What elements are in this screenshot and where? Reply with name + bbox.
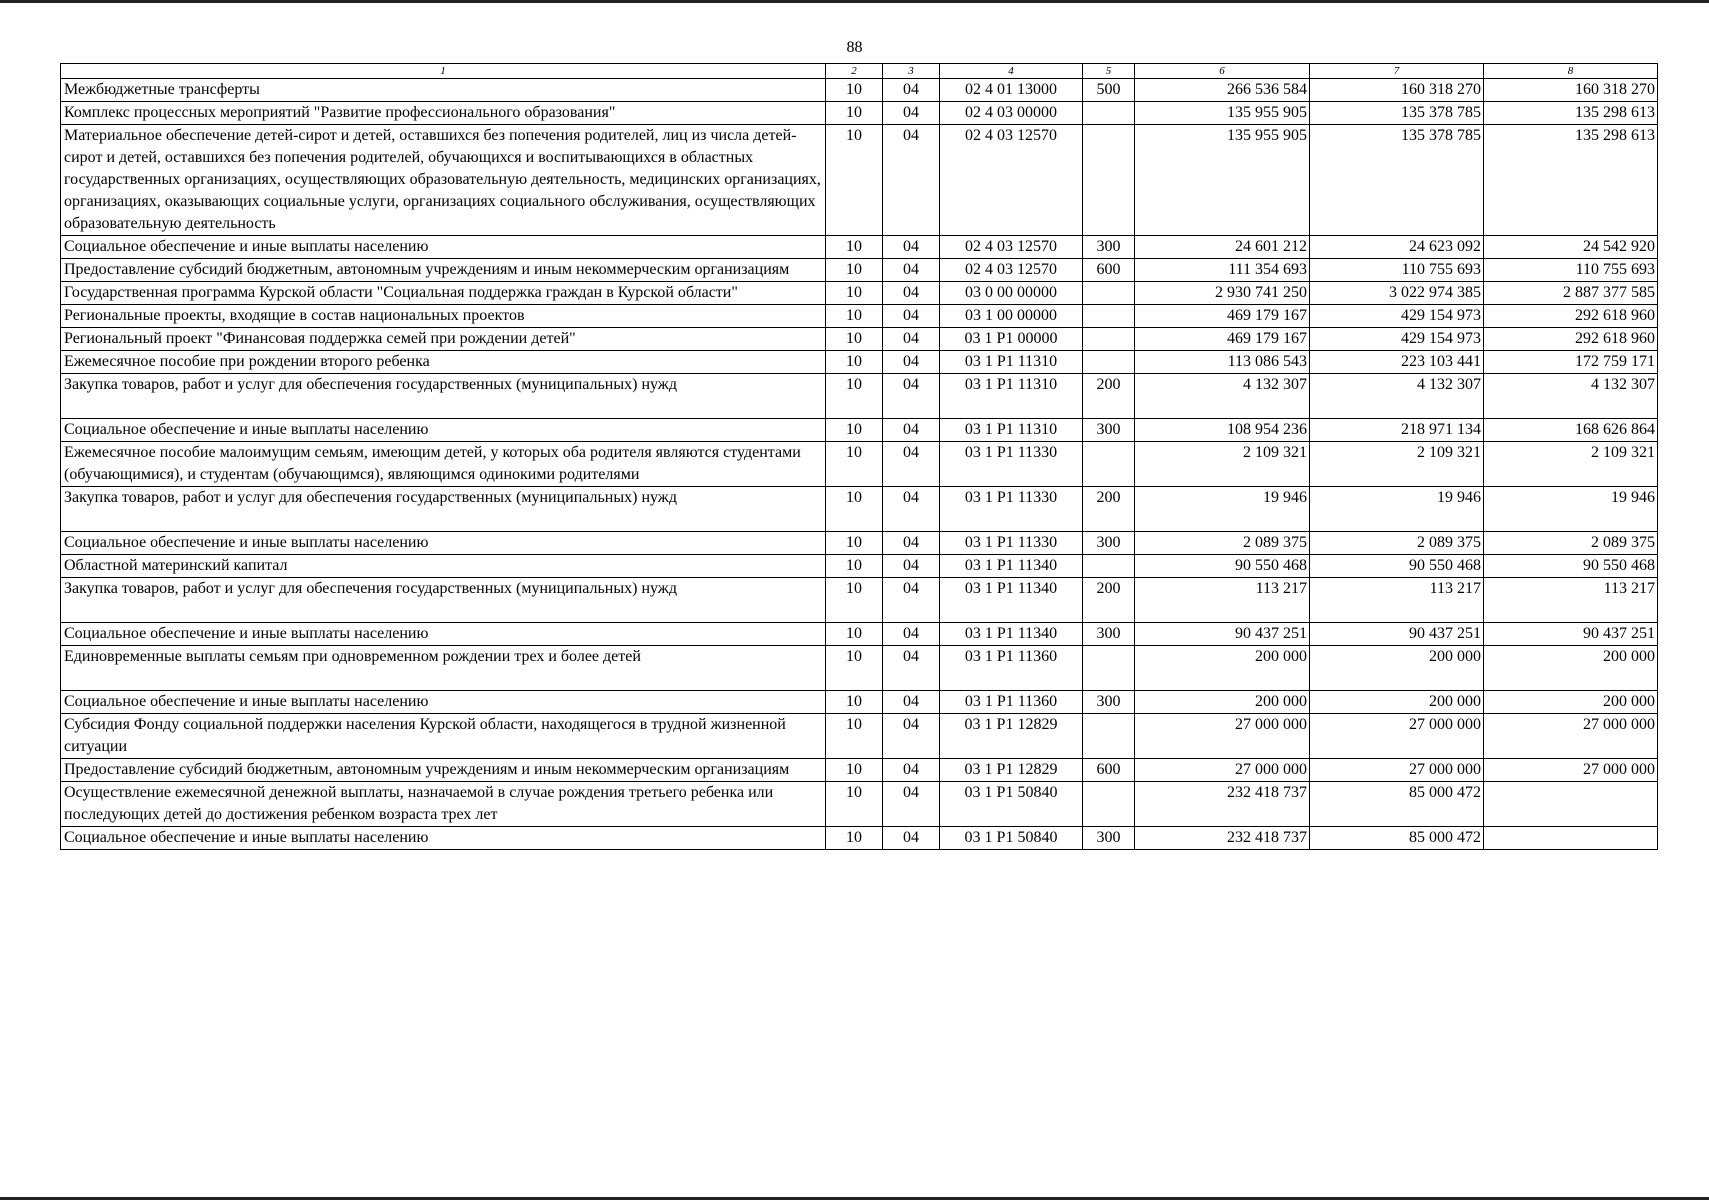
section-cell: 10: [826, 555, 883, 578]
column-number: 5: [1083, 64, 1135, 79]
row-name-cell: Социальное обеспечение и иные выплаты населению: [61, 827, 826, 850]
expense-type-cell: [1083, 305, 1135, 328]
amount-year2-cell: 19 946: [1310, 487, 1484, 532]
amount-year3-cell: 24 542 920: [1484, 236, 1658, 259]
subsection-cell: 04: [883, 351, 940, 374]
amount-year3-cell: 200 000: [1484, 646, 1658, 691]
section-cell: 10: [826, 102, 883, 125]
amount-year2-cell: 4 132 307: [1310, 374, 1484, 419]
table-row: [61, 532, 1658, 555]
target-article-cell: 03 1 P1 11340: [940, 578, 1083, 623]
expense-type-cell: 300: [1083, 623, 1135, 646]
target-article-cell: 02 4 03 12570: [940, 125, 1083, 236]
table-body: [61, 79, 1658, 850]
amount-year3-cell: 19 946: [1484, 487, 1658, 532]
target-article-cell: 03 1 P1 11340: [940, 623, 1083, 646]
subsection-cell: 04: [883, 782, 940, 827]
row-name-cell: Областной материнский капитал: [61, 555, 826, 578]
table-row: [61, 328, 1658, 351]
amount-year1-cell: 24 601 212: [1135, 236, 1310, 259]
target-article-cell: 03 1 P1 00000: [940, 328, 1083, 351]
amount-year1-cell: 113 086 543: [1135, 351, 1310, 374]
row-name-cell: Материальное обеспечение детей-сирот и детей, оставшихся без попечения родителей, лиц из числа детей-сирот и детей, оставшихся без попечения родителей, обучающихся и воспитывающихся в областных государственных организациях, осуществляющих образовательную деятельность, медицинских организациях, организациях, оказывающих социальные услуги, организациях социального обслуживания, осуществляющих образовательную деятельность: [61, 125, 826, 236]
subsection-cell: 04: [883, 79, 940, 102]
target-article-cell: 03 1 P1 50840: [940, 827, 1083, 850]
expense-type-cell: 300: [1083, 532, 1135, 555]
amount-year1-cell: 108 954 236: [1135, 419, 1310, 442]
amount-year1-cell: 200 000: [1135, 691, 1310, 714]
expense-type-cell: 300: [1083, 419, 1135, 442]
amount-year2-cell: 27 000 000: [1310, 759, 1484, 782]
table-row: [61, 714, 1658, 759]
subsection-cell: 04: [883, 442, 940, 487]
row-name-cell: Предоставление субсидий бюджетным, автономным учреждениям и иным некоммерческим организациям: [61, 259, 826, 282]
section-cell: 10: [826, 351, 883, 374]
expense-type-cell: [1083, 125, 1135, 236]
table-row: [61, 442, 1658, 487]
subsection-cell: 04: [883, 623, 940, 646]
expense-type-cell: 500: [1083, 79, 1135, 102]
amount-year2-cell: 2 089 375: [1310, 532, 1484, 555]
table-row: [61, 691, 1658, 714]
table-row: [61, 79, 1658, 102]
amount-year1-cell: 135 955 905: [1135, 102, 1310, 125]
subsection-cell: 04: [883, 691, 940, 714]
amount-year3-cell: 27 000 000: [1484, 759, 1658, 782]
table-row: [61, 125, 1658, 236]
row-name-cell: Государственная программа Курской области "Социальная поддержка граждан в Курской области": [61, 282, 826, 305]
amount-year1-cell: 27 000 000: [1135, 714, 1310, 759]
column-number: 6: [1135, 64, 1310, 79]
subsection-cell: 04: [883, 419, 940, 442]
subsection-cell: 04: [883, 827, 940, 850]
row-name-cell: Социальное обеспечение и иные выплаты населению: [61, 236, 826, 259]
row-name-cell: Закупка товаров, работ и услуг для обеспечения государственных (муниципальных) нужд: [61, 374, 826, 419]
expense-type-cell: [1083, 646, 1135, 691]
subsection-cell: 04: [883, 555, 940, 578]
row-name-cell: Предоставление субсидий бюджетным, автономным учреждениям и иным некоммерческим организациям: [61, 759, 826, 782]
amount-year2-cell: 135 378 785: [1310, 125, 1484, 236]
amount-year1-cell: 232 418 737: [1135, 827, 1310, 850]
scan-top-border: [0, 0, 1709, 3]
table-row: [61, 236, 1658, 259]
section-cell: 10: [826, 532, 883, 555]
subsection-cell: 04: [883, 305, 940, 328]
column-number: 8: [1484, 64, 1658, 79]
expense-type-cell: [1083, 714, 1135, 759]
row-name-cell: Социальное обеспечение и иные выплаты населению: [61, 419, 826, 442]
amount-year2-cell: 200 000: [1310, 691, 1484, 714]
section-cell: 10: [826, 236, 883, 259]
amount-year1-cell: 90 550 468: [1135, 555, 1310, 578]
row-name-cell: Межбюджетные трансферты: [61, 79, 826, 102]
table-row: [61, 374, 1658, 419]
amount-year3-cell: [1484, 782, 1658, 827]
amount-year3-cell: 168 626 864: [1484, 419, 1658, 442]
section-cell: 10: [826, 374, 883, 419]
target-article-cell: 03 1 P1 11330: [940, 487, 1083, 532]
target-article-cell: 03 1 P1 11310: [940, 419, 1083, 442]
expense-type-cell: [1083, 328, 1135, 351]
expense-type-cell: [1083, 102, 1135, 125]
section-cell: 10: [826, 827, 883, 850]
amount-year3-cell: 172 759 171: [1484, 351, 1658, 374]
amount-year3-cell: 2 109 321: [1484, 442, 1658, 487]
subsection-cell: 04: [883, 487, 940, 532]
expense-type-cell: [1083, 282, 1135, 305]
amount-year2-cell: 3 022 974 385: [1310, 282, 1484, 305]
section-cell: 10: [826, 305, 883, 328]
table-row: [61, 487, 1658, 532]
subsection-cell: 04: [883, 759, 940, 782]
expense-type-cell: [1083, 782, 1135, 827]
table-row: [61, 259, 1658, 282]
amount-year1-cell: 27 000 000: [1135, 759, 1310, 782]
subsection-cell: 04: [883, 259, 940, 282]
amount-year1-cell: 90 437 251: [1135, 623, 1310, 646]
amount-year2-cell: 110 755 693: [1310, 259, 1484, 282]
subsection-cell: 04: [883, 236, 940, 259]
table-row: [61, 555, 1658, 578]
column-number: 4: [940, 64, 1083, 79]
row-name-cell: Ежемесячное пособие малоимущим семьям, имеющим детей, у которых оба родителя являются студентами (обучающимися), и студентам (обучающимся), являющимся одинокими родителями: [61, 442, 826, 487]
amount-year1-cell: 111 354 693: [1135, 259, 1310, 282]
row-name-cell: Закупка товаров, работ и услуг для обеспечения государственных (муниципальных) нужд: [61, 487, 826, 532]
section-cell: 10: [826, 623, 883, 646]
amount-year1-cell: 266 536 584: [1135, 79, 1310, 102]
amount-year3-cell: 4 132 307: [1484, 374, 1658, 419]
expense-type-cell: 200: [1083, 487, 1135, 532]
amount-year2-cell: 90 550 468: [1310, 555, 1484, 578]
amount-year1-cell: 469 179 167: [1135, 328, 1310, 351]
expense-type-cell: 300: [1083, 827, 1135, 850]
table-row: [61, 623, 1658, 646]
target-article-cell: 03 1 P1 11340: [940, 555, 1083, 578]
target-article-cell: 02 4 01 13000: [940, 79, 1083, 102]
target-article-cell: 03 1 P1 50840: [940, 782, 1083, 827]
subsection-cell: 04: [883, 125, 940, 236]
section-cell: 10: [826, 578, 883, 623]
target-article-cell: 03 1 P1 12829: [940, 759, 1083, 782]
target-article-cell: 03 1 00 00000: [940, 305, 1083, 328]
section-cell: 10: [826, 487, 883, 532]
target-article-cell: 03 1 P1 11360: [940, 691, 1083, 714]
row-name-cell: Субсидия Фонду социальной поддержки населения Курской области, находящегося в трудной жизненной ситуации: [61, 714, 826, 759]
column-number: 7: [1310, 64, 1484, 79]
target-article-cell: 03 1 P1 12829: [940, 714, 1083, 759]
amount-year3-cell: 135 298 613: [1484, 102, 1658, 125]
section-cell: 10: [826, 442, 883, 487]
expense-type-cell: 200: [1083, 578, 1135, 623]
target-article-cell: 03 1 P1 11310: [940, 374, 1083, 419]
amount-year2-cell: 200 000: [1310, 646, 1484, 691]
row-name-cell: Комплекс процессных мероприятий "Развитие профессионального образования": [61, 102, 826, 125]
expense-type-cell: 600: [1083, 259, 1135, 282]
section-cell: 10: [826, 759, 883, 782]
row-name-cell: Социальное обеспечение и иные выплаты населению: [61, 691, 826, 714]
amount-year3-cell: 200 000: [1484, 691, 1658, 714]
section-cell: 10: [826, 79, 883, 102]
amount-year3-cell: 292 618 960: [1484, 328, 1658, 351]
subsection-cell: 04: [883, 578, 940, 623]
expense-type-cell: 300: [1083, 236, 1135, 259]
row-name-cell: Единовременные выплаты семьям при одновременном рождении трех и более детей: [61, 646, 826, 691]
amount-year2-cell: 27 000 000: [1310, 714, 1484, 759]
section-cell: 10: [826, 328, 883, 351]
table-row: [61, 827, 1658, 850]
amount-year1-cell: 4 132 307: [1135, 374, 1310, 419]
row-name-cell: Закупка товаров, работ и услуг для обеспечения государственных (муниципальных) нужд: [61, 578, 826, 623]
subsection-cell: 04: [883, 532, 940, 555]
amount-year1-cell: 135 955 905: [1135, 125, 1310, 236]
table-row: [61, 782, 1658, 827]
table-row: [61, 646, 1658, 691]
amount-year2-cell: 85 000 472: [1310, 827, 1484, 850]
amount-year1-cell: 19 946: [1135, 487, 1310, 532]
expense-type-cell: [1083, 442, 1135, 487]
amount-year3-cell: 90 550 468: [1484, 555, 1658, 578]
subsection-cell: 04: [883, 374, 940, 419]
amount-year3-cell: 110 755 693: [1484, 259, 1658, 282]
expense-type-cell: [1083, 555, 1135, 578]
amount-year2-cell: 135 378 785: [1310, 102, 1484, 125]
amount-year1-cell: 2 930 741 250: [1135, 282, 1310, 305]
section-cell: 10: [826, 782, 883, 827]
amount-year2-cell: 24 623 092: [1310, 236, 1484, 259]
page-number: 88: [846, 39, 863, 56]
amount-year1-cell: 113 217: [1135, 578, 1310, 623]
expense-type-cell: 600: [1083, 759, 1135, 782]
target-article-cell: 02 4 03 12570: [940, 236, 1083, 259]
section-cell: 10: [826, 282, 883, 305]
table-row: [61, 759, 1658, 782]
section-cell: 10: [826, 125, 883, 236]
amount-year2-cell: 223 103 441: [1310, 351, 1484, 374]
amount-year3-cell: 2 089 375: [1484, 532, 1658, 555]
row-name-cell: Региональные проекты, входящие в состав национальных проектов: [61, 305, 826, 328]
row-name-cell: Осуществление ежемесячной денежной выплаты, назначаемой в случае рождения третьего ребенка или последующих детей до достижения ребенком возраста трех лет: [61, 782, 826, 827]
section-cell: 10: [826, 419, 883, 442]
target-article-cell: 03 1 P1 11310: [940, 351, 1083, 374]
table-row: [61, 419, 1658, 442]
target-article-cell: 03 1 P1 11330: [940, 532, 1083, 555]
amount-year2-cell: 2 109 321: [1310, 442, 1484, 487]
subsection-cell: 04: [883, 714, 940, 759]
target-article-cell: 03 1 P1 11360: [940, 646, 1083, 691]
subsection-cell: 04: [883, 646, 940, 691]
table-row: [61, 282, 1658, 305]
section-cell: 10: [826, 259, 883, 282]
amount-year2-cell: 429 154 973: [1310, 328, 1484, 351]
subsection-cell: 04: [883, 282, 940, 305]
table-row: [61, 305, 1658, 328]
column-number: 1: [61, 64, 826, 79]
expense-type-cell: 300: [1083, 691, 1135, 714]
table-row: [61, 578, 1658, 623]
amount-year3-cell: 2 887 377 585: [1484, 282, 1658, 305]
subsection-cell: 04: [883, 328, 940, 351]
amount-year1-cell: 469 179 167: [1135, 305, 1310, 328]
column-number: 2: [826, 64, 883, 79]
row-name-cell: Ежемесячное пособие при рождении второго ребенка: [61, 351, 826, 374]
target-article-cell: 02 4 03 12570: [940, 259, 1083, 282]
section-cell: 10: [826, 646, 883, 691]
target-article-cell: 02 4 03 00000: [940, 102, 1083, 125]
amount-year3-cell: 27 000 000: [1484, 714, 1658, 759]
amount-year2-cell: 429 154 973: [1310, 305, 1484, 328]
target-article-cell: 03 1 P1 11330: [940, 442, 1083, 487]
column-number-row: [61, 64, 1658, 79]
amount-year3-cell: 90 437 251: [1484, 623, 1658, 646]
amount-year3-cell: 292 618 960: [1484, 305, 1658, 328]
amount-year2-cell: 90 437 251: [1310, 623, 1484, 646]
amount-year2-cell: 113 217: [1310, 578, 1484, 623]
row-name-cell: Социальное обеспечение и иные выплаты населению: [61, 623, 826, 646]
column-number: 3: [883, 64, 940, 79]
table-row: [61, 102, 1658, 125]
row-name-cell: Региональный проект "Финансовая поддержка семей при рождении детей": [61, 328, 826, 351]
row-name-cell: Социальное обеспечение и иные выплаты населению: [61, 532, 826, 555]
expense-type-cell: 200: [1083, 374, 1135, 419]
amount-year2-cell: 218 971 134: [1310, 419, 1484, 442]
amount-year1-cell: 2 109 321: [1135, 442, 1310, 487]
table-row: [61, 351, 1658, 374]
amount-year1-cell: 232 418 737: [1135, 782, 1310, 827]
amount-year3-cell: 135 298 613: [1484, 125, 1658, 236]
section-cell: 10: [826, 691, 883, 714]
amount-year2-cell: 160 318 270: [1310, 79, 1484, 102]
amount-year3-cell: 160 318 270: [1484, 79, 1658, 102]
amount-year3-cell: [1484, 827, 1658, 850]
amount-year3-cell: 113 217: [1484, 578, 1658, 623]
budget-table: [60, 63, 1658, 850]
target-article-cell: 03 0 00 00000: [940, 282, 1083, 305]
amount-year1-cell: 2 089 375: [1135, 532, 1310, 555]
amount-year1-cell: 200 000: [1135, 646, 1310, 691]
amount-year2-cell: 85 000 472: [1310, 782, 1484, 827]
section-cell: 10: [826, 714, 883, 759]
subsection-cell: 04: [883, 102, 940, 125]
expense-type-cell: [1083, 351, 1135, 374]
